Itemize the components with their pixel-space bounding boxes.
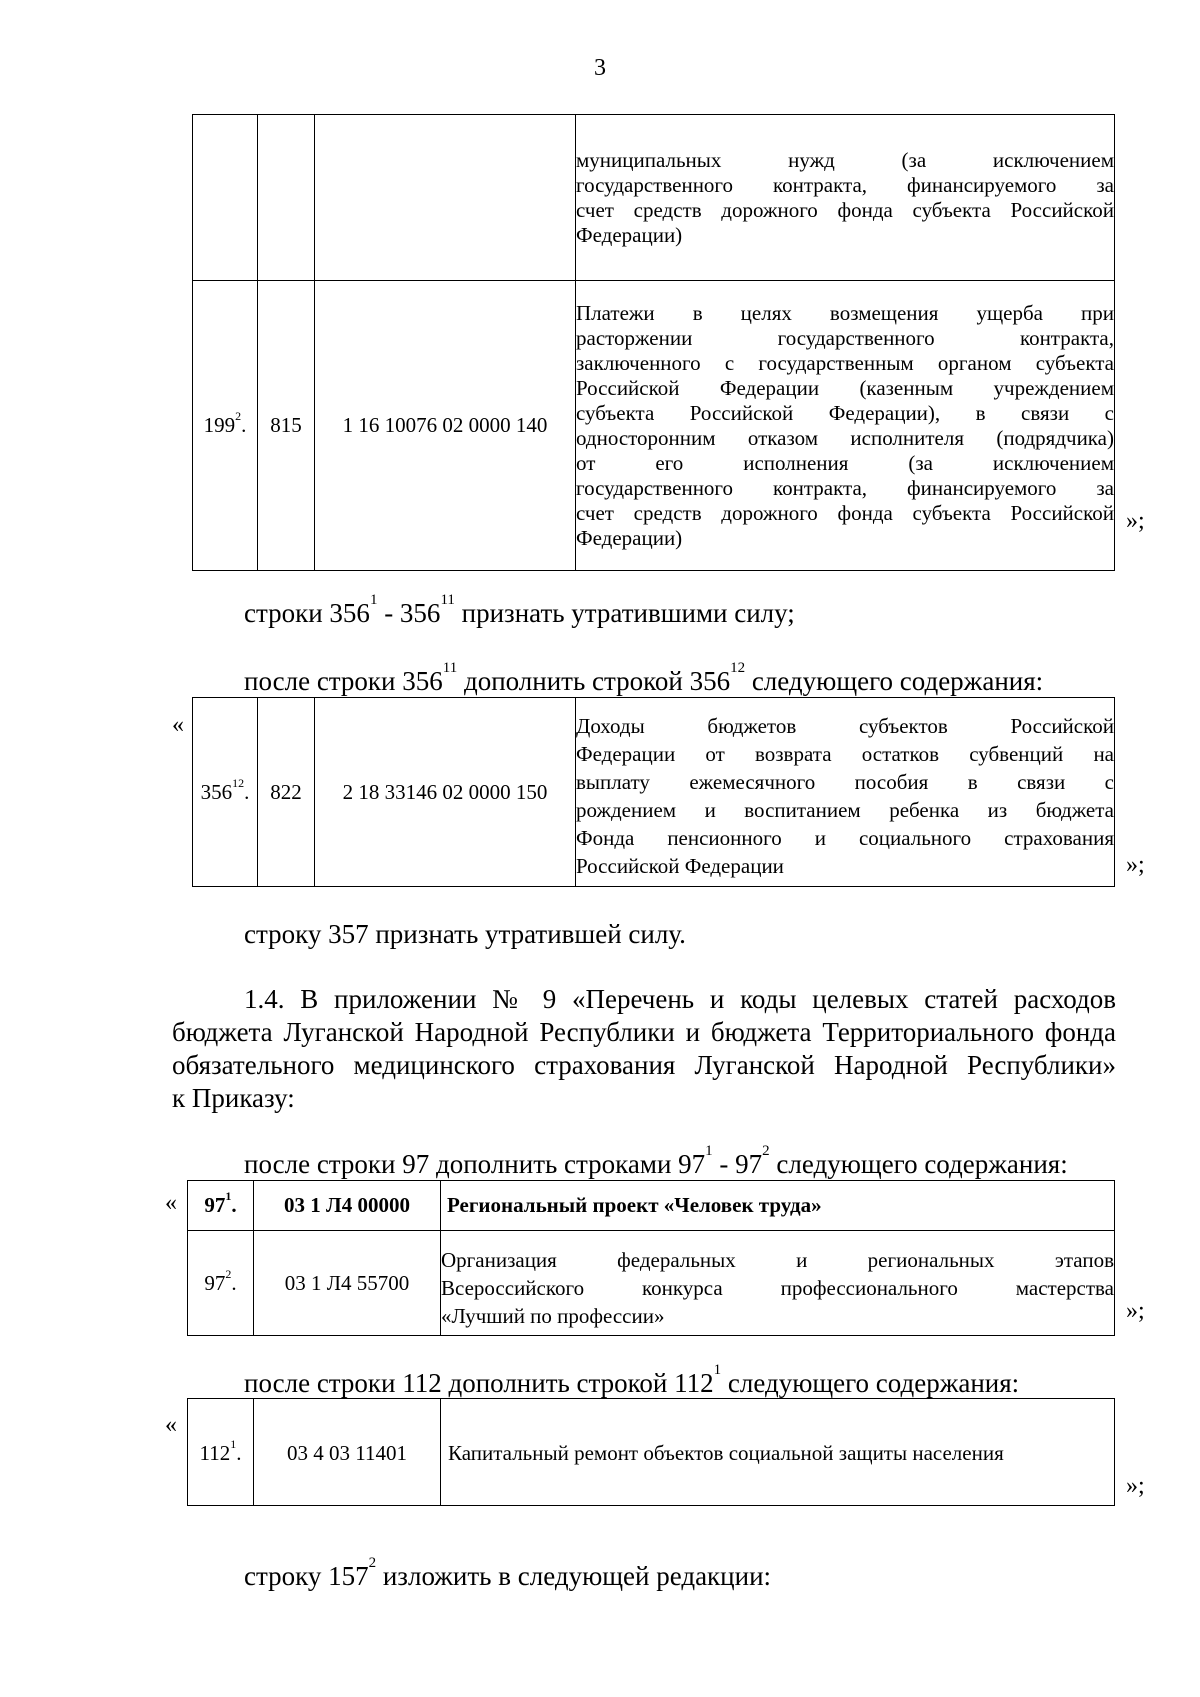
description-line: Федерации) — [576, 222, 683, 247]
kbk-code-cell: 2 18 33146 02 0000 150 — [315, 698, 576, 887]
table-income-row-356-12 — [192, 697, 1115, 887]
description-line: государственного контракта, финансируемого за — [576, 475, 1114, 500]
name-cell: Региональный проект «Человек труда» — [441, 1181, 1115, 1231]
row-number-cell: $199^2$. — [193, 281, 258, 571]
paragraph-repeal-356: строки $356^1 - 356^{11}$ признать утратившими силу; — [244, 592, 795, 628]
description-line: рождением и воспитанием ребенка из бюджета — [576, 798, 1114, 822]
description-line: расторжении государственного контракта, — [576, 325, 1114, 350]
description-cell — [576, 281, 1115, 571]
description-line: Федерации) — [576, 525, 683, 550]
description-line: выплату ежемесячного пособия в связи с — [576, 770, 1114, 794]
description-line: от его исполнения (за исключением — [576, 450, 1114, 475]
paragraph-repeal-357: строку 357 признать утратившей силу. — [244, 919, 686, 949]
name-cell: Капитальный ремонт объектов социальной защиты населения — [441, 1399, 1115, 1506]
description-line: заключенного с государственным органом субъекта — [576, 350, 1114, 375]
row-number-cell: $97^2$. — [188, 1231, 254, 1336]
admin-code-cell: 815 — [258, 281, 315, 571]
closing-quote: »; — [1126, 852, 1145, 878]
table-income-rows-199 — [192, 114, 1115, 571]
description-line: государственного контракта, финансируемого за — [576, 172, 1114, 197]
description-line: Российской Федерации (казенным учреждением — [576, 375, 1114, 400]
table-target-articles-112 — [187, 1398, 1115, 1506]
paragraph-line: 1.4. В приложении № 9 «Перечень и коды целевых статей расходов — [244, 984, 1116, 1014]
description-line: субъекта Российской Федерации), в связи с — [576, 400, 1114, 425]
description-cell — [576, 698, 1115, 887]
paragraph-1-4 — [172, 983, 1116, 1115]
paragraph-line: бюджета Луганской Народной Республики и бюджета Территориального фонда — [172, 1017, 1116, 1047]
table-row — [188, 1181, 1115, 1231]
paragraph-add-112: после строки 112 дополнить строкой $112^1$ следующего содержания: — [244, 1362, 1020, 1398]
row-number-cell: $97^1$. — [188, 1181, 254, 1231]
table-row — [193, 698, 1115, 887]
description-line: Фонда пенсионного и социального страхования — [576, 826, 1114, 850]
admin-code-cell: 822 — [258, 698, 315, 887]
paragraph-line: обязательного медицинского страхования Луганской Народной Республики» — [172, 1050, 1116, 1080]
table-row — [193, 281, 1115, 571]
description-line: счет средств дорожного фонда субъекта Российской — [576, 500, 1114, 525]
row-number-cell: $356^{12}$. — [193, 698, 258, 887]
target-code-cell: 03 4 03 11401 — [254, 1399, 441, 1506]
kbk-code-cell: 1 16 10076 02 0000 140 — [315, 281, 576, 571]
target-code-cell: 03 1 Л4 55700 — [254, 1231, 441, 1336]
opening-quote: « — [165, 1412, 177, 1438]
table-target-articles-97 — [187, 1180, 1115, 1336]
closing-quote: »; — [1126, 1298, 1145, 1324]
row-number-cell: $112^1$. — [188, 1399, 254, 1506]
paragraph-add-356-12: после строки $356^{11}$ дополнить строкой $356^{12}$ следующего содержания: — [244, 660, 1044, 696]
admin-code-cell — [258, 115, 315, 281]
description-line: муниципальных нужд (за исключением — [576, 147, 1114, 172]
closing-quote: »; — [1126, 508, 1145, 534]
paragraph-add-97: после строки 97 дополнить строками $97^1 - 97^2$ следующего содержания: — [244, 1143, 1068, 1179]
paragraph-restate-157: строку $157^2$ изложить в следующей редакции: — [244, 1555, 772, 1591]
description-line: односторонним отказом исполнителя (подрядчика) — [576, 425, 1114, 450]
page-number: 3 — [594, 55, 606, 81]
table-row — [188, 1231, 1115, 1336]
opening-quote: « — [165, 1190, 177, 1216]
description-cell — [576, 115, 1115, 281]
table-row — [188, 1399, 1115, 1506]
opening-quote: « — [172, 712, 184, 738]
description-line: Доходы бюджетов субъектов Российской — [576, 714, 1114, 738]
closing-quote: »; — [1126, 1473, 1145, 1499]
target-code-cell: 03 1 Л4 00000 — [254, 1181, 441, 1231]
description-line: Платежи в целях возмещения ущерба при — [576, 300, 1114, 325]
description-line: Организация федеральных и региональных этапов — [441, 1248, 1114, 1272]
description-line: Всероссийского конкурса профессионального мастерства — [441, 1276, 1114, 1300]
table-row — [193, 115, 1115, 281]
paragraph-line: к Приказу: — [172, 1083, 295, 1113]
row-number-cell — [193, 115, 258, 281]
name-cell — [441, 1231, 1115, 1336]
description-line: Российской Федерации — [576, 854, 784, 878]
description-line: Федерации от возврата остатков субвенций на — [576, 742, 1114, 766]
description-line: «Лучший по профессии» — [441, 1304, 665, 1328]
kbk-code-cell — [315, 115, 576, 281]
description-line: счет средств дорожного фонда субъекта Российской — [576, 197, 1114, 222]
